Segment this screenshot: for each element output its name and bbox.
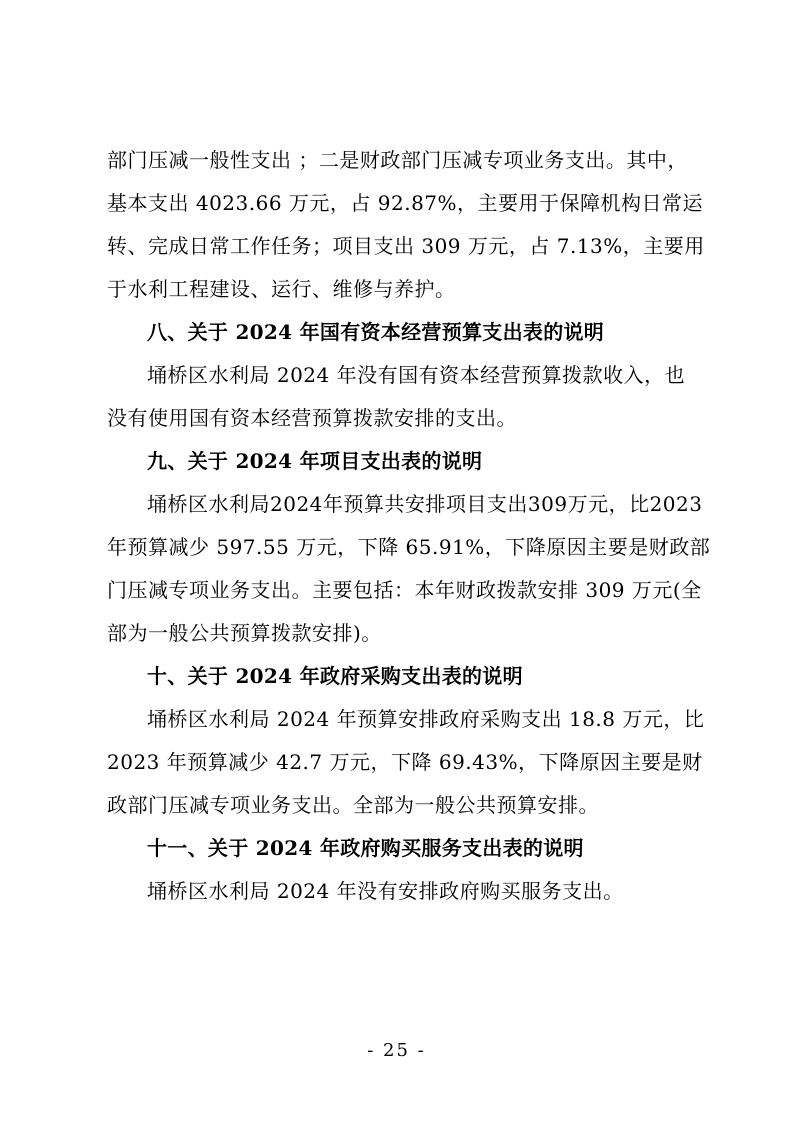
paragraph-line: 2023 年预算减少 42.7 万元，下降 69.43%，下降原因主要是财 (107, 750, 703, 774)
section-heading-9: 九、关于 2024 年项目支出表的说明 (147, 449, 483, 473)
paragraph-line: 年预算减少 597.55 万元，下降 65.91%，下降原因主要是财政部 (107, 535, 711, 559)
section-heading-11: 十一、关于 2024 年政府购买服务支出表的说明 (147, 836, 584, 860)
paragraph-line: 没有使用国有资本经营预算拨款安排的支出。 (107, 406, 517, 430)
page-number: - 25 - (367, 1040, 426, 1061)
paragraph-line: 埇桥区水利局 2024 年没有国有资本经营预算拨款收入，也 (147, 363, 686, 387)
paragraph-line: 门压减专项业务支出。主要包括：本年财政拨款安排 309 万元(全 (107, 578, 702, 602)
paragraph-line: 埇桥区水利局 2024 年预算安排政府采购支出 18.8 万元，比 (147, 707, 705, 731)
paragraph-line: 部为一般公共预算拨款安排)。 (107, 621, 382, 645)
paragraph-line: 埇桥区水利局 2024 年没有安排政府购买服务支出。 (147, 879, 624, 903)
paragraph-line: 于水利工程建设、运行、维修与养护。 (107, 277, 456, 301)
section-heading-10: 十、关于 2024 年政府采购支出表的说明 (147, 664, 523, 688)
paragraph-line: 转、完成日常工作任务；项目支出 309 万元，占 7.13%，主要用 (107, 234, 705, 258)
paragraph-line: 埇桥区水利局2024年预算共安排项目支出309万元，比2023 (147, 492, 703, 516)
paragraph-line: 部门压减一般性支出 ；二是财政部门压减专项业务支出。其中， (107, 148, 688, 172)
section-heading-8: 八、关于 2024 年国有资本经营预算支出表的说明 (147, 320, 605, 344)
paragraph-line: 基本支出 4023.66 万元，占 92.87%，主要用于保障机构日常运 (107, 191, 704, 215)
paragraph-line: 政部门压减专项业务支出。全部为一般公共预算安排。 (107, 793, 599, 817)
